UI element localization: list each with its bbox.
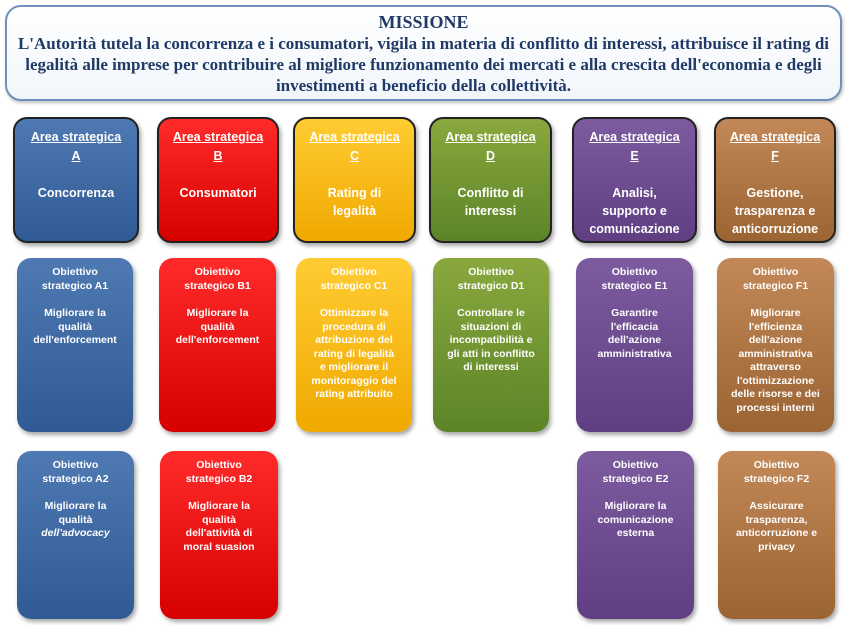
area-letter: D [485, 149, 496, 163]
obj-desc-line: moral suasion [183, 540, 255, 553]
obj-desc-line: attraverso [750, 361, 801, 373]
area-strategica-c [293, 117, 416, 243]
area-strategica-e [572, 117, 697, 243]
obiettivo-c1 [296, 258, 412, 432]
obj-desc-line: gli atti in conflitto [447, 347, 535, 360]
area-head: Area strategica [729, 130, 821, 144]
obj-desc-line: privacy [758, 540, 795, 553]
obj-desc-line: Controllare le [457, 307, 525, 319]
obj-desc-line: e migliorare il [319, 361, 389, 373]
obj-desc-line: comunicazione [597, 513, 674, 526]
obj-desc-line: Garantire [611, 307, 658, 319]
obj-desc-line: l'efficienza [748, 320, 803, 333]
obj-desc-line: anticorruzione e [735, 527, 818, 539]
area-strategica-d [429, 117, 552, 243]
obj-code: strategico E1 [601, 279, 668, 292]
obiettivo-e2 [577, 451, 694, 619]
obj-desc-line: dell'enforcement [175, 334, 260, 346]
area-letter: F [771, 149, 779, 163]
area-name-line: legalità [332, 204, 377, 218]
area-head: Area strategica [445, 130, 536, 144]
obj-code: strategico F2 [743, 472, 810, 485]
obj-code: strategico B1 [184, 279, 251, 292]
obj-label: Obiettivo [611, 266, 658, 278]
obj-desc-line: situazioni di [460, 320, 522, 333]
obj-desc-line: delle risorse e dei [731, 388, 820, 400]
area-strategica-a [13, 117, 139, 243]
obj-desc-line: qualità [200, 320, 235, 333]
obj-desc-line: dell'advocacy [41, 527, 110, 539]
area-name-line: Analisi, [612, 186, 657, 200]
area-letter: C [349, 149, 360, 163]
obj-desc-line: attribuzione del [315, 334, 393, 346]
obj-label: Obiettivo [194, 266, 241, 278]
obiettivo-f2 [718, 451, 835, 619]
obj-desc-line: trasparenza, [745, 513, 808, 526]
obj-desc-line: dell'azione [607, 334, 662, 346]
obj-label: Obiettivo [468, 266, 514, 278]
obj-label: Obiettivo [52, 266, 98, 278]
obj-desc-line: Migliorare la [604, 500, 667, 512]
obj-code: strategico C1 [320, 279, 388, 292]
obj-desc-line: rating attribuito [315, 388, 393, 400]
obj-desc-line: qualità [58, 513, 93, 526]
obj-code: strategico E2 [602, 472, 669, 485]
obj-label: Obiettivo [753, 459, 800, 471]
obj-desc-line: Ottimizzare la [319, 307, 389, 319]
area-head: Area strategica [589, 130, 680, 144]
obj-code: strategico A2 [42, 472, 109, 485]
obj-desc-line: dell'azione [748, 334, 803, 346]
area-head: Area strategica [172, 130, 264, 144]
obiettivo-a1 [17, 258, 133, 432]
area-head: Area strategica [30, 130, 122, 144]
area-name-line: Rating di [327, 186, 382, 200]
obj-desc-line: amministrativa [597, 347, 672, 360]
obj-label: Obiettivo [612, 459, 659, 471]
obj-desc-line: Migliorare la [186, 307, 249, 319]
mission-title: MISSIONE [378, 12, 469, 32]
obj-code: strategico A1 [41, 279, 109, 292]
obj-code: strategico B2 [185, 472, 253, 485]
area-head: Area strategica [309, 130, 400, 144]
area-letter: B [213, 149, 223, 163]
obj-desc-line: incompatibilità e [449, 334, 533, 346]
area-strategica-f [714, 117, 836, 243]
obj-desc-line: Migliorare la [188, 500, 250, 512]
area-name: Consumatori [179, 186, 257, 200]
obj-desc-line: procedura di [322, 320, 386, 333]
obj-label: Obiettivo [752, 266, 799, 278]
area-name-line: anticorruzione [731, 222, 819, 236]
obj-label: Obiettivo [331, 266, 377, 278]
obj-desc-line: Migliorare la [44, 500, 107, 512]
obiettivo-e1 [576, 258, 693, 432]
obj-desc-line: monitoraggio del [311, 374, 397, 387]
area-strategica-b [157, 117, 279, 243]
obj-code: strategico F1 [742, 279, 809, 292]
mission-text: L'Autorità tutela la concorrenza e i consumatori, vigila in materia di conflitto di interessi, attribuisce il rating di legalità alle imprese per contribuire al migliore funzionamento dei mercati e alla crescita dell'economia e degli investimenti a beneficio della collettività. [17, 34, 830, 95]
obj-desc-line: l'efficacia [610, 320, 659, 333]
mission-box [5, 5, 842, 101]
obj-desc-line: di interessi [463, 361, 519, 373]
obiettivo-b1 [159, 258, 276, 432]
area-name: Concorrenza [37, 186, 115, 200]
area-name-line: Conflitto di [457, 186, 524, 200]
obj-desc-line: dell'enforcement [33, 334, 117, 346]
obj-desc-line: amministrativa [738, 347, 813, 360]
obj-desc-line: esterna [616, 527, 655, 539]
obj-code: strategico D1 [457, 279, 525, 292]
area-name-line: trasparenza e [734, 204, 816, 218]
obj-desc-line: dell'attività di [185, 527, 253, 539]
area-letter: A [71, 149, 81, 163]
obiettivo-f1 [717, 258, 834, 432]
obiettivo-b2 [160, 451, 278, 619]
obj-desc-line: l'ottimizzazione [736, 374, 815, 387]
obj-desc-line: processi interni [736, 401, 815, 414]
obj-label: Obiettivo [196, 459, 242, 471]
obiettivo-d1 [433, 258, 549, 432]
area-letter: E [630, 149, 639, 163]
obj-desc-line: qualità [202, 513, 236, 526]
area-name-line: interessi [464, 204, 517, 218]
area-name-line: supporto e [602, 204, 667, 218]
obj-desc-line: Migliorare la [44, 307, 106, 319]
obj-desc-line: rating di legalità [313, 347, 395, 360]
obj-desc-line: qualità [58, 320, 92, 333]
area-name-line: Gestione, [746, 186, 804, 200]
obj-desc-line: Assicurare [749, 500, 804, 512]
area-name-line: comunicazione [589, 222, 680, 236]
obiettivo-a2 [17, 451, 134, 619]
obj-desc-line: Migliorare [750, 307, 801, 319]
obj-label: Obiettivo [52, 459, 99, 471]
